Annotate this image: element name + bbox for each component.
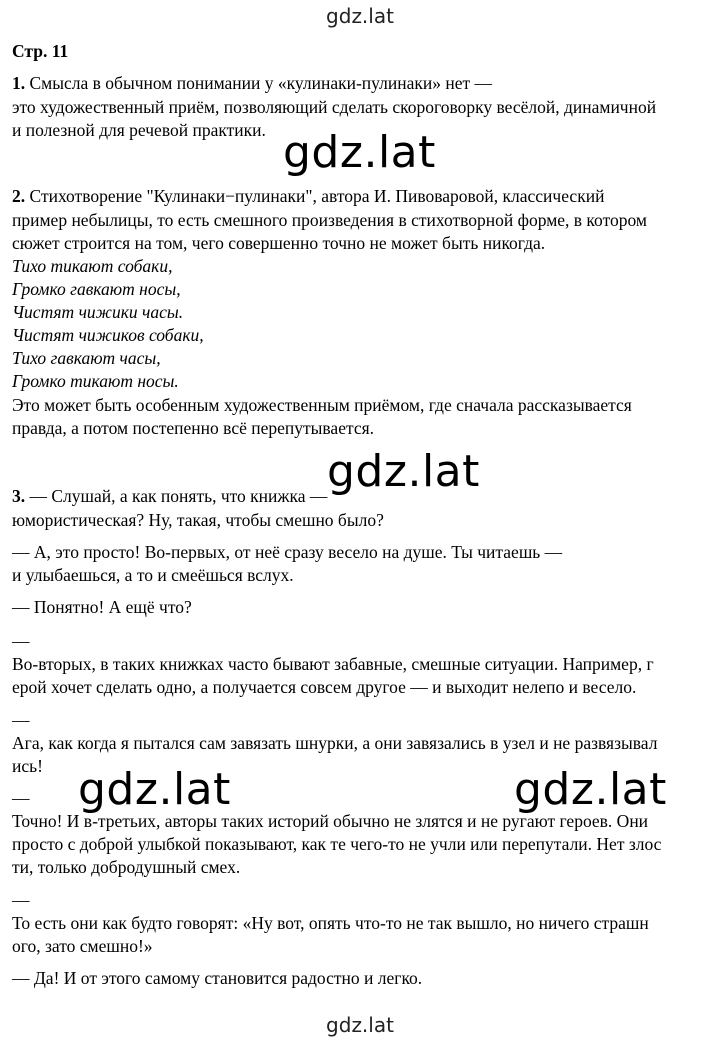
dialog-line-14: ого, зато смешно!» [12,936,153,956]
site-header: gdz.lat [326,4,394,28]
dialog-line-9: ись! [12,756,43,776]
task2-after-1: Это может быть особенным художественным приёмом, где сначала рассказывается [12,395,632,415]
dialog-line-7: ерой хочет сделать одно, а получается совсем другое — и выходит нелепо и весело. [12,677,637,697]
dialog-line-1: 3. — Слушай, а как понять, что книжка — [12,486,328,506]
task1-line-1: 1. Смысла в обычном понимании у «кулинаки-пулинаки» нет — [12,73,493,93]
dialog-dash-4: — [12,890,30,910]
dialog-line-2: юмористическая? Ну, такая, чтобы смешно было? [12,510,384,530]
dialog-line-12: ти, только добродушный смех. [12,857,241,877]
dialog-line-6: Во-вторых, в таких книжках часто бывают забавные, смешные ситуации. Например, г [12,654,654,674]
task2-line-3: сюжет строится на том, чего совершенно точно не может быть никогда. [12,233,546,253]
poem-line-2: Громко гавкают носы, [12,279,181,299]
task1-number: 1. [12,73,26,93]
dialog-line-3: — А, это просто! Во-первых, от неё сразу весело на душе. Ты читаешь — [12,542,563,562]
task2-number: 2. [12,186,26,206]
dialog-line-8: Ага, как когда я пытался сам завязать шнурки, а они завязались в узел и не развязывал [12,733,658,753]
poem-line-3: Чистят чижики часы. [12,302,184,322]
dialog-line-15: — Да! И от этого самому становится радостно и легко. [12,968,423,988]
task2-line-2: пример небылицы, то есть смешного произведения в стихотворной форме, в котором [12,210,647,230]
dialog-dash-2: — [12,710,30,730]
dialog-line-11: просто с доброй улыбкой показывают, как те чего-то не учли или перепутали. Нет злос [12,834,662,854]
watermark-2: gdz.lat [327,446,480,497]
watermark-3: gdz.lat [78,764,231,815]
site-footer: gdz.lat [326,1013,394,1037]
page-reference: Стр. 11 [12,41,69,61]
watermark-4: gdz.lat [514,764,667,815]
watermark-1: gdz.lat [283,127,436,178]
task2-after-2: правда, а потом постепенно всё перепутывается. [12,418,375,438]
task1-line-3: и полезной для речевой практики. [12,120,266,140]
dialog-line-13: То есть они как будто говорят: «Ну вот, опять что-то не так вышло, но ничего страшн [12,913,649,933]
dialog-line-10: Точно! И в-третьих, авторы таких историй обычно не злятся и не ругают героев. Они [12,811,649,831]
dialog-dash-1: — [12,631,30,651]
task2-line-1: 2. Стихотворение "Кулинаки−пулинаки", автора И. Пивоваровой, классический [12,186,605,206]
dialog-line-4: и улыбаешься, а то и смеёшься вслух. [12,565,294,585]
dialog-line-5: — Понятно! А ещё что? [12,597,192,617]
task1-line-2: это художественный приём, позволяющий сделать скороговорку весёлой, динамичной [12,97,657,117]
poem-line-4: Чистят чижиков собаки, [12,325,204,345]
dialog-dash-3: — [12,788,30,808]
poem-line-6: Громко тикают носы. [12,371,179,391]
poem-line-5: Тихо гавкают часы, [12,348,161,368]
task3-number: 3. [12,486,26,506]
poem-line-1: Тихо тикают собаки, [12,256,173,276]
